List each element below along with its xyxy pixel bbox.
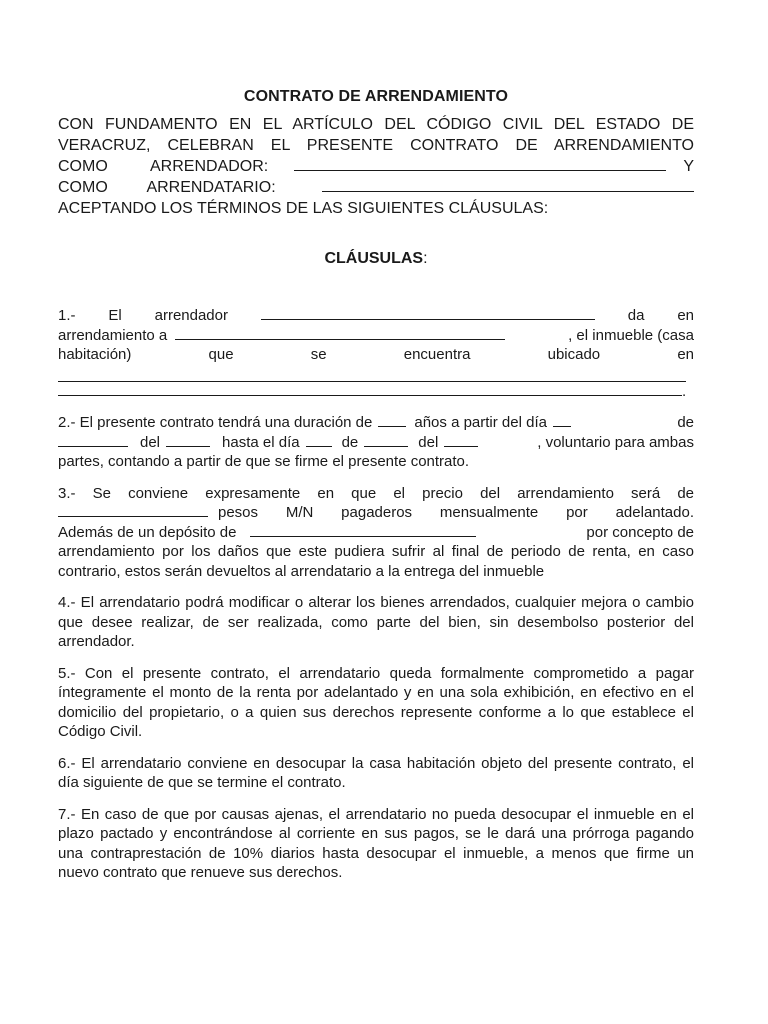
clauses-body	[58, 306, 694, 895]
clause-1-line-2	[58, 326, 694, 346]
clause-1-address-line-2	[58, 382, 694, 402]
clause-2	[58, 413, 694, 472]
clausulas-heading-colon: :	[423, 250, 428, 267]
intro-y: Y	[683, 158, 694, 175]
clause-2-partir-text: años a partir del día	[414, 414, 547, 431]
clause-2-day-end-blank[interactable]	[306, 433, 332, 447]
clause-1-address-blank-1[interactable]	[58, 365, 686, 382]
clause-2-voluntario-text: , voluntario para ambas	[537, 433, 694, 451]
clause-1-word-encuentra: encuentra	[403, 346, 471, 363]
arrendatario-name-blank[interactable]	[322, 177, 694, 192]
clause-2-line-1	[58, 413, 694, 433]
clause-3-concepto-text: por concepto de	[586, 523, 694, 541]
clause-2-de-1: de	[677, 414, 694, 431]
clause-1-word-se: se	[310, 346, 327, 363]
intro-como-1: COMO	[58, 158, 108, 175]
clause-3-deposito-text: Además de un depósito de	[58, 523, 237, 541]
clause-2-line-3: partes, contando a partir de que se firme el presente contrato.	[58, 453, 470, 470]
clause-2-hasta-text: hasta el día	[222, 433, 300, 451]
clause-1-inmueble-text: , el inmueble (casa	[568, 326, 694, 344]
clause-1-line-1	[58, 306, 694, 326]
clause-1-period: .	[682, 382, 687, 400]
arrendador-name-blank[interactable]	[294, 156, 666, 171]
document-title: CONTRATO DE ARRENDAMIENTO	[243, 88, 509, 105]
clause-2-day-start-blank[interactable]	[553, 413, 571, 427]
clause-2-del-2: del	[418, 433, 439, 451]
clause-1-arrendatario-blank[interactable]	[175, 326, 505, 340]
clause-3-price-blank[interactable]	[58, 503, 208, 517]
clause-1-line-3	[58, 345, 694, 365]
clause-3-line-1: 3.- Se conviene expresamente en que el precio del arrendamiento será de	[58, 484, 694, 502]
clause-1-word-el: El	[108, 307, 122, 324]
clause-1-word-da: da	[627, 307, 645, 324]
clause-3-line-3	[58, 523, 694, 543]
clause-2-years-blank[interactable]	[378, 413, 406, 427]
clause-2-month-start-blank[interactable]	[58, 433, 128, 447]
intro-line-3	[58, 156, 694, 177]
clausulas-heading	[0, 250, 752, 268]
clause-6: 6.- El arrendatario conviene en desocupar la casa habitación objeto del presente contrato, el día siguiente de que se termine el contrato.	[58, 754, 694, 791]
clause-1-word-habitacion: habitación)	[58, 346, 132, 363]
clause-1-word-ubicado: ubicado	[547, 346, 601, 363]
clause-1-arrendador-blank[interactable]	[261, 306, 595, 320]
intro-arrendador-label: ARRENDADOR:	[150, 158, 269, 175]
intro-line-4	[58, 177, 694, 198]
clause-1-word-que: que	[208, 346, 234, 363]
clause-3-line-2	[58, 503, 694, 523]
clause-2-month-end-blank[interactable]	[364, 433, 408, 447]
intro-line-1: CON FUNDAMENTO EN EL ARTÍCULO DEL CÓDIGO CIVIL DEL ESTADO DE	[58, 116, 694, 133]
clause-1-number: 1.-	[58, 307, 76, 324]
intro-line-2: VERACRUZ, CELEBRAN EL PRESENTE CONTRATO DE ARRENDAMIENTO	[58, 137, 694, 154]
clause-2-line-2	[58, 433, 694, 453]
intro-arrendatario-label: ARRENDATARIO:	[146, 179, 276, 196]
clause-1-address-blank-2[interactable]	[58, 382, 682, 396]
clause-7: 7.- En caso de que por causas ajenas, el arrendatario no pueda desocupar el inmueble en el plazo pactado y encontrándose al corriente en sus pagos, se le dará una prórroga pagando una contraprestación de 10% diarios hasta desocupar el inmueble, a menos que firme un nuevo contrato que renueve sus derechos.	[58, 805, 694, 881]
clause-3-pesos-text: pesos M/N pagaderos mensualmente por adelantado.	[218, 504, 694, 521]
clause-3	[58, 484, 694, 582]
clausulas-heading-text: CLÁUSULAS	[324, 250, 424, 267]
clause-3-deposit-blank[interactable]	[250, 523, 476, 537]
clause-1-word-arrendador: arrendador	[154, 307, 228, 324]
clause-2-del-1: del	[140, 433, 161, 451]
clause-1-word-en-2: en	[677, 346, 694, 363]
intro-paragraph	[58, 114, 694, 219]
clause-1-word-en: en	[677, 307, 694, 324]
intro-como-2: COMO	[58, 179, 108, 196]
clause-4: 4.- El arrendatario podrá modificar o alterar los bienes arrendados, cualquier mejora o cambio que desee realizar, de ser realizada, como parte del bien, sin desembolso posterior del arrendador.	[58, 594, 694, 650]
clause-3-rest: arrendamiento por los daños que este pudiera sufrir al final de periodo de renta, en caso contrario, estos serán devueltos al arrendatario a la entrega del inmueble	[58, 543, 694, 580]
clause-5: 5.- Con el presente contrato, el arrendatario queda formalmente comprometido a pagar íntegramente el monto de la renta por adelantado y en una sola exhibición, en efectivo en el domicilio del propietario, o a quien sus derechos represente conforme a lo que establece el Código Civil.	[58, 664, 694, 740]
intro-line-5: ACEPTANDO LOS TÉRMINOS DE LAS SIGUIENTES CLÁUSULAS:	[58, 200, 549, 217]
clause-1-arrendamiento-a: arrendamiento a	[58, 326, 168, 344]
clause-1	[58, 306, 694, 401]
clause-2-duracion-text: 2.- El presente contrato tendrá una duración de	[58, 414, 373, 431]
clause-2-de-2: de	[341, 433, 359, 451]
clause-2-year-end-blank[interactable]	[444, 433, 478, 447]
clause-2-year-start-blank[interactable]	[166, 433, 210, 447]
